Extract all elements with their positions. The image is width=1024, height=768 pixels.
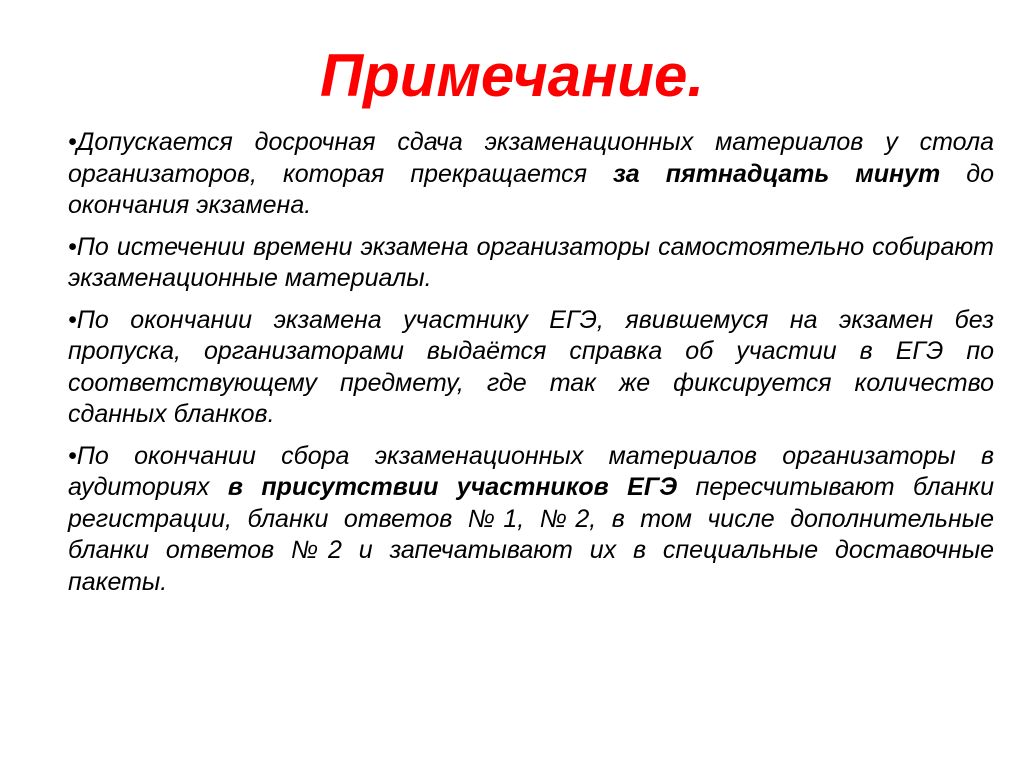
slide-title: Примечание. (320, 42, 704, 109)
paragraph-text: •По окончании сбора экзаменационных материалов организаторы в аудиториях (68, 441, 994, 501)
paragraph-collection (68, 441, 994, 599)
paragraph-text: •Допускается досрочная сдача экзаменационных материалов у стола организаторов, которая прекращается (68, 128, 994, 188)
slide-body (68, 127, 994, 608)
paragraph-text: •По истечении времени экзамена организаторы самостоятельно собирают экзаменационные материалы. (68, 232, 994, 292)
paragraph-bold-text: за пятнадцать минут (613, 159, 941, 188)
paragraph-time-expiry (68, 232, 994, 295)
paragraph-text: •По окончании экзамена участнику ЕГЭ, явившемуся на экзамен без пропуска, организаторами выдаётся справка об участии в ЕГЭ по соответствующему предмету, где так же фиксируется количество сданных бланков. (68, 305, 994, 428)
paragraph-text: пересчитывают бланки регистрации, бланки ответов №1, №2, в том числе дополнительные бланки ответов №2 и запечатывают их в специальные доставочные пакеты. (68, 473, 994, 596)
paragraph-early-submission (68, 127, 994, 222)
paragraph-bold-text: в присутствии участников ЕГЭ (227, 473, 678, 501)
paragraph-text: до окончания экзамена. (68, 159, 994, 219)
paragraph-certificate (68, 305, 994, 431)
